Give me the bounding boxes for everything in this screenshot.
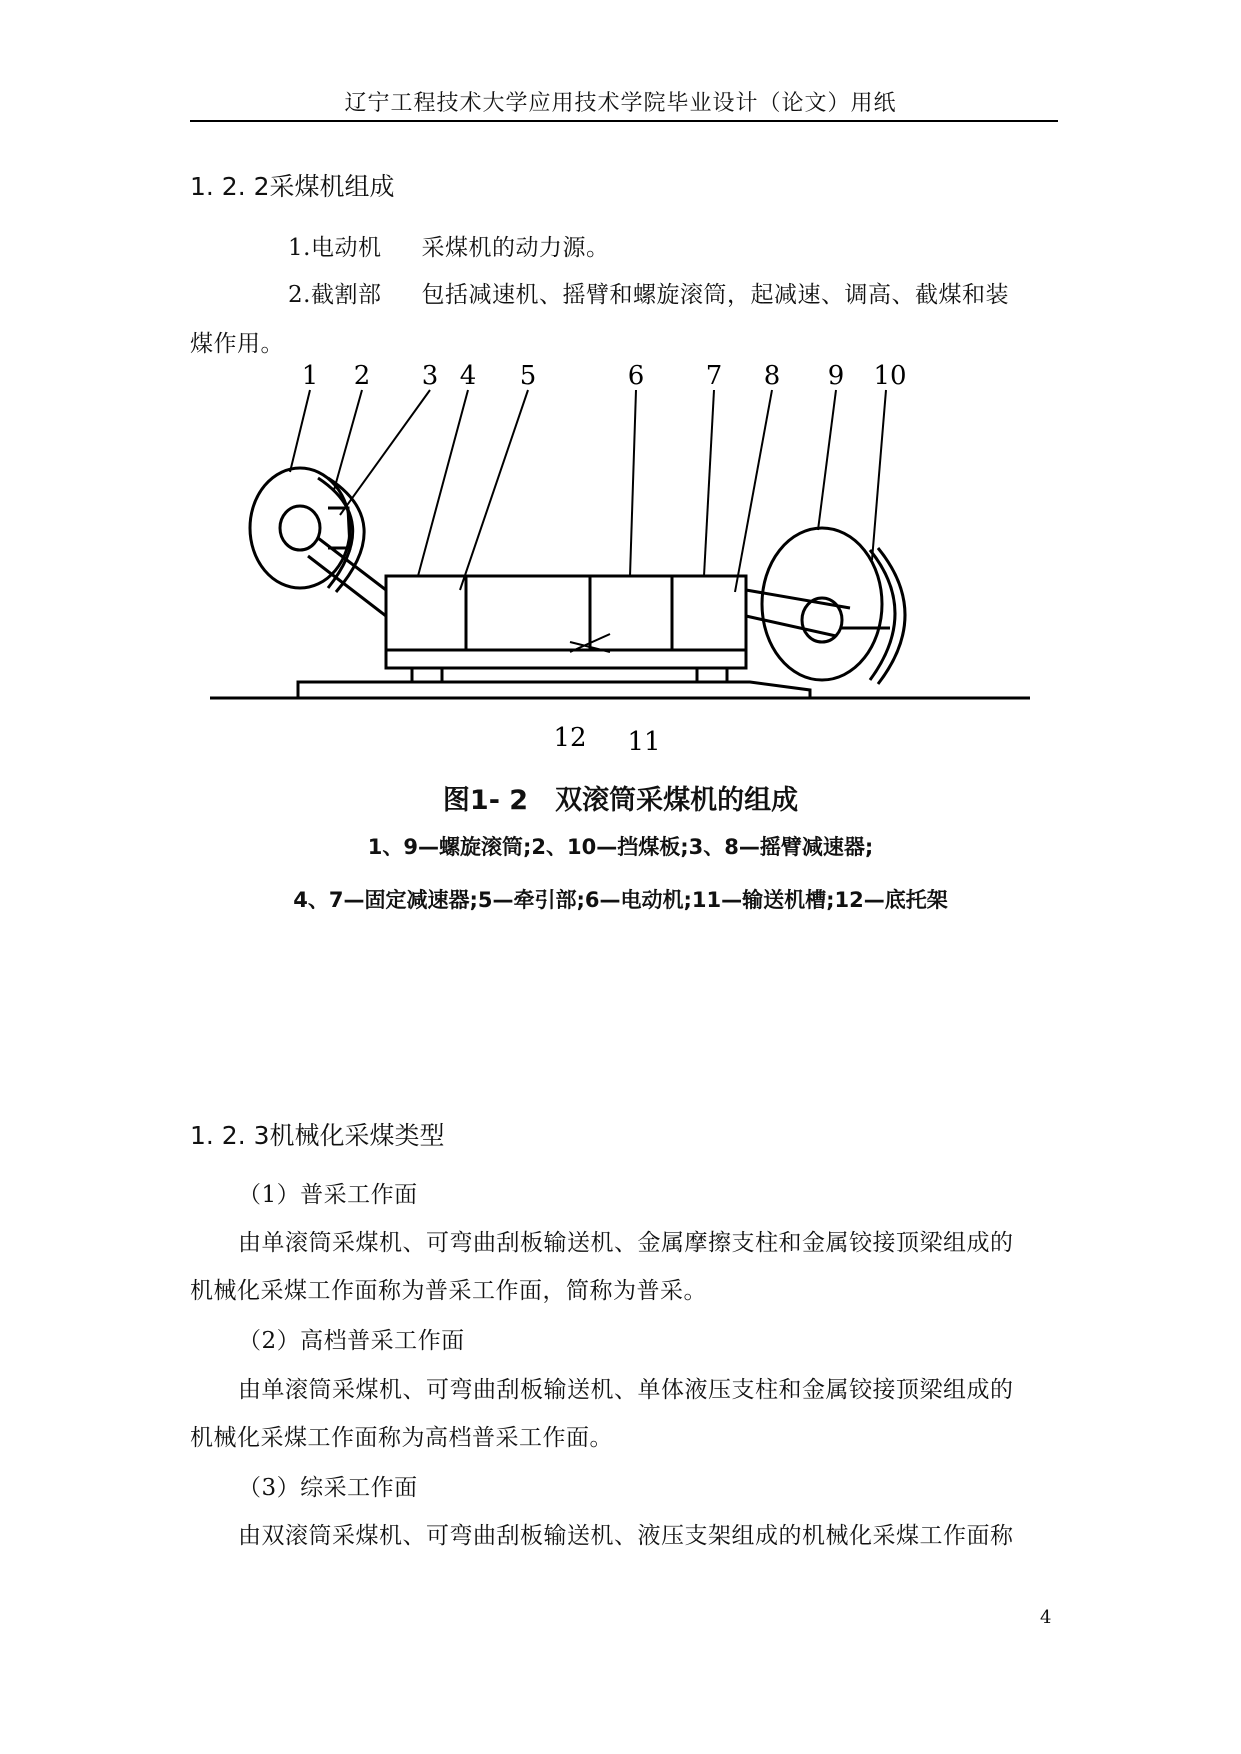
label-4: 4 (459, 361, 477, 391)
figure-caption: 图1- 2 双滚筒采煤机的组成 (442, 785, 799, 816)
fixed-reducer-left (386, 576, 466, 650)
page-header: 辽宁工程技术大学应用技术学院毕业设计（论文）用纸 (344, 91, 897, 116)
page-number: 4 (1040, 1607, 1052, 1628)
paragraph-1-line-1: 由单滚筒采煤机、可弯曲刮板输送机、金属摩擦支柱和金属铰接顶梁组成的 (238, 1230, 1014, 1256)
subheading-high-grade: （2）高档普采工作面 (238, 1328, 465, 1354)
label-11: 11 (627, 727, 661, 757)
paragraph-2-line-1: 由单滚筒采煤机、可弯曲刮板输送机、单体液压支柱和金属铰接顶梁组成的 (238, 1377, 1014, 1403)
label-10: 10 (873, 361, 907, 391)
base-frame (386, 650, 746, 668)
label-6: 6 (627, 361, 645, 391)
drum-hub-left (280, 506, 320, 550)
conveyor-trough (298, 682, 810, 698)
item-term: 1.电动机 (288, 235, 382, 261)
label-5: 5 (519, 361, 537, 391)
support-foot-right (697, 668, 727, 682)
label-3: 3 (421, 361, 439, 391)
drum-bracket-left (328, 508, 350, 548)
figure-legend-line-1: 1、9—螺旋滚筒;2、10—挡煤板;3、8—摇臂减速器; (367, 835, 874, 859)
section-heading-composition: 1. 2. 2采煤机组成 (190, 172, 395, 201)
list-item-continuation: 煤作用。 (190, 331, 284, 357)
support-foot-left (412, 668, 442, 682)
label-1: 1 (301, 361, 319, 391)
label-7: 7 (705, 361, 723, 391)
list-item-motor (288, 229, 609, 262)
item-term: 2.截割部 (288, 282, 382, 308)
label-9: 9 (827, 361, 845, 391)
header-rule (190, 120, 1058, 122)
figure-legend-line-2: 4、7—固定减速器;5—牵引部;6—电动机;11—输送机槽;12—底托架 (293, 888, 948, 912)
paragraph-3-line-1: 由双滚筒采煤机、可弯曲刮板输送机、液压支架组成的机械化采煤工作面称 (238, 1523, 1014, 1549)
subheading-conventional: （1）普采工作面 (238, 1182, 418, 1208)
item-desc: 包括减速机、摇臂和螺旋滚筒，起减速、调高、截煤和装 (421, 282, 1009, 308)
section-heading-mining-types: 1. 2. 3机械化采煤类型 (190, 1121, 445, 1150)
subheading-fully-mechanized: （3）综采工作面 (238, 1475, 418, 1501)
label-12: 12 (553, 723, 587, 753)
haulage-unit (466, 576, 590, 650)
item-desc: 采煤机的动力源。 (421, 235, 610, 261)
list-item-cutting-unit (288, 276, 1009, 309)
label-8: 8 (763, 361, 781, 391)
paragraph-2-line-2: 机械化采煤工作面称为高档普采工作面。 (190, 1425, 613, 1451)
shearer-diagram (150, 361, 1050, 760)
paragraph-1-line-2: 机械化采煤工作面称为普采工作面，简称为普采。 (190, 1278, 707, 1304)
electric-motor (590, 576, 672, 650)
label-2: 2 (353, 361, 371, 391)
